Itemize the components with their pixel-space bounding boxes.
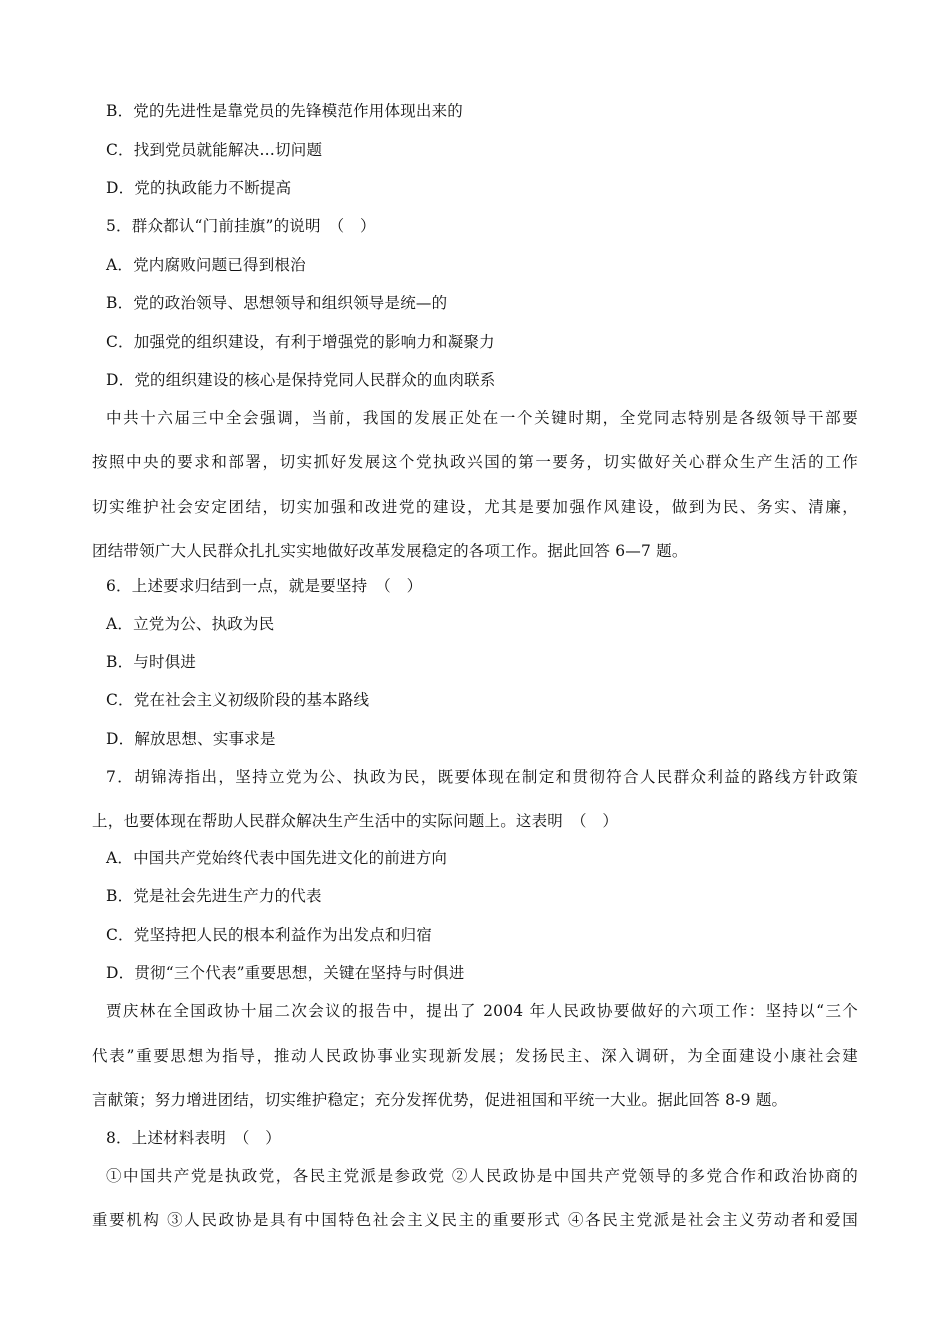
material-paragraph-1-line-3: 切实维护社会安定团结，切实加强和改进党的建设，尤其是要加强作风建设，做到为民、务实、清廉， (92, 498, 858, 516)
option-c-q4: C．找到党员就能解决…切问题 (106, 141, 323, 159)
question-8-statements-line-2: 重要机构 ③人民政协是具有中国特色社会主义民主的重要形式 ④各民主党派是社会主义劳动者和爱国 (92, 1211, 858, 1229)
option-b-q6: B．与时俱进 (106, 653, 197, 671)
option-c-q5: C．加强党的组织建设，有利于增强党的影响力和凝聚力 (106, 333, 495, 351)
material-paragraph-1-line-4: 团结带领广大人民群众扎扎实实地做好改革发展稳定的各项工作。据此回答 6—7 题。 (92, 542, 688, 560)
option-d-q4: D．党的执政能力不断提高 (106, 179, 292, 197)
material-paragraph-1-line-2: 按照中央的要求和部署，切实抓好发展这个党执政兴国的第一要务，切实做好关心群众生产生活的工作 (92, 453, 858, 471)
option-d-q6: D．解放思想、实事求是 (106, 730, 276, 748)
question-6: 6．上述要求归结到一点，就是要坚持 （ ） (106, 577, 423, 595)
option-a-q6: A．立党为公、执政为民 (106, 615, 275, 633)
option-c-q6: C．党在社会主义初级阶段的基本路线 (106, 691, 370, 709)
question-7-line-1: 7．胡锦涛指出，坚持立党为公、执政为民，既要体现在制定和贯彻符合人民群众利益的路线方针政策 (106, 768, 858, 786)
material-paragraph-2-line-3: 言献策；努力增进团结，切实维护稳定；充分发挥优势，促进祖国和平统一大业。据此回答 8-9 题。 (92, 1091, 788, 1109)
option-d-q5: D．党的组织建设的核心是保持党同人民群众的血肉联系 (106, 371, 496, 389)
option-a-q5: A．党内腐败问题已得到根治 (106, 256, 306, 274)
option-a-q7: A．中国共产党始终代表中国先进文化的前进方向 (106, 849, 448, 867)
option-b-q5: B．党的政治领导、思想领导和组织领导是统—的 (106, 294, 448, 312)
option-b-q7: B．党是社会先进生产力的代表 (106, 887, 322, 905)
option-c-q7: C．党坚持把人民的根本利益作为出发点和归宿 (106, 926, 433, 944)
option-d-q7: D．贯彻“三个代表”重要思想，关键在坚持与时俱进 (106, 964, 465, 982)
option-b-q4: B．党的先进性是靠党员的先锋模范作用体现出来的 (106, 102, 463, 120)
material-paragraph-2-line-2: 代表”重要思想为指导，推动人民政协事业实现新发展；发扬民主、深入调研，为全面建设小康社会建 (92, 1047, 858, 1065)
question-8-statements-line-1: ①中国共产党是执政党，各民主党派是参政党 ②人民政协是中国共产党领导的多党合作和政治协商的 (106, 1167, 858, 1185)
material-paragraph-2-line-1: 贾庆林在全国政协十届二次会议的报告中，提出了 2004 年人民政协要做好的六项工作：坚持以“三个 (106, 1002, 858, 1020)
question-7-line-2: 上，也要体现在帮助人民群众解决生产生活中的实际问题上。这表明 （ ） (92, 812, 619, 830)
question-8: 8．上述材料表明 （ ） (106, 1129, 282, 1147)
material-paragraph-1-line-1: 中共十六届三中全会强调，当前，我国的发展正处在一个关键时期，全党同志特别是各级领导干部要 (106, 409, 858, 427)
question-5: 5．群众都认“门前挂旗”的说明 （ ） (106, 217, 376, 235)
